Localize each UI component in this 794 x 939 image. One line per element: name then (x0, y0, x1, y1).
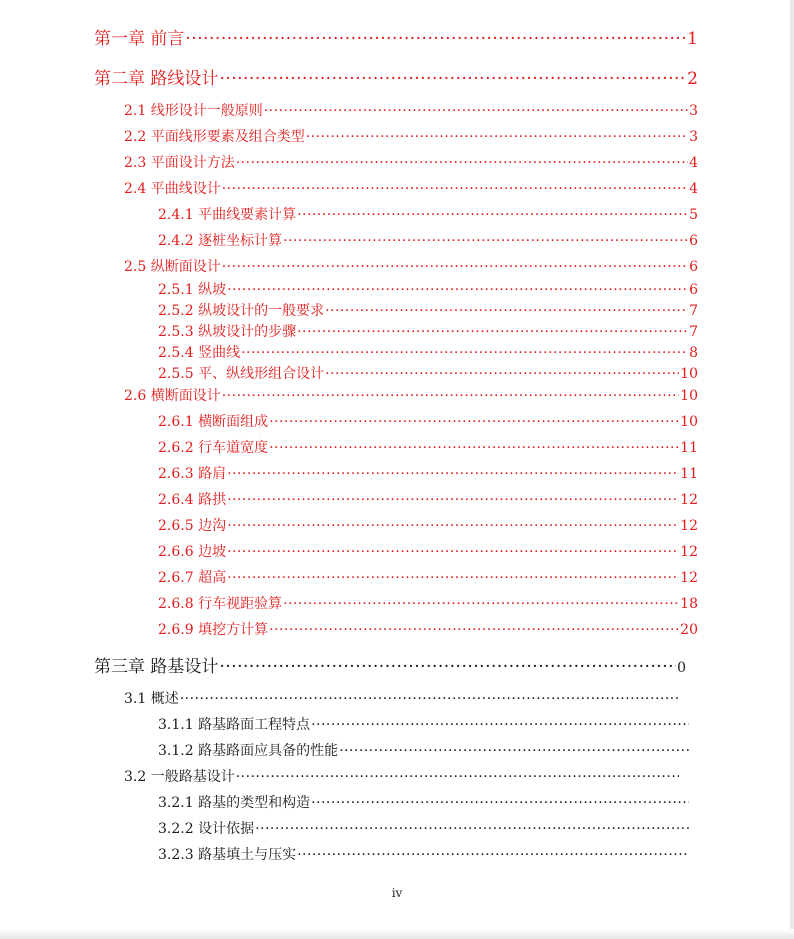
toc-entry-chapter-1[interactable] (94, 24, 698, 49)
toc-page-number: 12 (680, 570, 698, 586)
toc-entry-2-5-5[interactable] (158, 363, 698, 383)
toc-leader (236, 769, 679, 785)
toc-entry-title: 2.4.2 逐桩坐标计算 (158, 233, 283, 249)
toc-page-number: 3 (689, 103, 698, 119)
toc-page-number: 3 (689, 129, 698, 145)
toc-entry-title: 2.4.1 平曲线要素计算 (158, 207, 297, 223)
toc-entry-title: 3.2 一般路基设计 (124, 769, 235, 785)
toc-entry-chapter-2[interactable] (94, 64, 698, 89)
toc-entry-2-4-2[interactable] (158, 230, 698, 250)
toc-page-number: 12 (680, 544, 698, 560)
toc-entry-2-1[interactable] (124, 100, 698, 120)
toc-entry-title: 2.6.3 路肩 (158, 466, 227, 482)
toc-entry-3-1[interactable] (124, 688, 680, 708)
toc-entry-2-2[interactable] (124, 126, 698, 146)
toc-page-number: 20 (680, 622, 698, 638)
toc-entry-title: 3.2.1 路基的类型和构造 (158, 795, 311, 811)
toc-entry-title: 2.6 横断面设计 (124, 388, 221, 404)
toc-page-number: 2 (687, 69, 698, 89)
toc-entry-title: 3.2.3 路基填土与压实 (158, 847, 297, 863)
toc-page-number: 7 (689, 324, 698, 340)
toc-entry-title: 3.1.2 路基路面应具备的性能 (158, 743, 339, 759)
toc-entry-title: 2.5.1 纵坡 (158, 282, 227, 298)
toc-page-number: 4 (689, 155, 698, 171)
toc-leader (311, 717, 689, 733)
toc-entry-title: 3.1 概述 (124, 691, 179, 707)
toc-leader (306, 129, 688, 145)
toc-page-number: 12 (680, 518, 698, 534)
toc-entry-title: 2.4 平曲线设计 (124, 181, 221, 197)
page-bottom-shadow (0, 929, 794, 939)
toc-page-number: 7 (689, 303, 698, 319)
toc-leader (219, 657, 676, 677)
toc-page-number: 6 (689, 282, 698, 298)
toc-leader (297, 207, 688, 223)
toc-entry-title: 2.1 线形设计一般原则 (124, 103, 263, 119)
toc-leader (185, 29, 686, 49)
toc-page-number: 1 (687, 29, 698, 49)
toc-leader (283, 233, 688, 249)
toc-entry-2-6-7[interactable] (158, 567, 698, 587)
toc-page-number: 11 (680, 466, 698, 482)
page-edge-shadow (790, 0, 794, 939)
toc-leader (241, 345, 688, 361)
toc-entry-title: 2.6.1 横断面组成 (158, 414, 269, 430)
toc-entry-title: 2.5.4 竖曲线 (158, 345, 241, 361)
toc-leader (227, 570, 679, 586)
toc-entry-2-6-4[interactable] (158, 489, 698, 509)
toc-entry-2-4-1[interactable] (158, 204, 698, 224)
toc-entry-title: 2.6.9 填挖方计算 (158, 622, 269, 638)
toc-entry-3-2[interactable] (124, 766, 680, 786)
toc-entry-title: 2.6.8 行车视距验算 (158, 596, 283, 612)
toc-leader (180, 691, 679, 707)
toc-page-number: 0 (677, 660, 686, 676)
toc-entry-title: 3.1.1 路基路面工程特点 (158, 717, 311, 733)
toc-entry-2-6-5[interactable] (158, 515, 698, 535)
toc-leader (297, 324, 688, 340)
toc-leader (255, 821, 689, 837)
toc-page-number: 8 (689, 345, 698, 361)
toc-page-number: 11 (680, 440, 698, 456)
toc-page-number: 18 (680, 596, 698, 612)
toc-leader (325, 303, 688, 319)
toc-entry-2-6-2[interactable] (158, 437, 698, 457)
toc-leader (283, 596, 679, 612)
toc-leader (222, 259, 688, 275)
toc-leader (264, 103, 688, 119)
toc-page-number: 6 (689, 233, 698, 249)
toc-page-number: 4 (689, 181, 698, 197)
toc-leader (222, 388, 679, 404)
toc-entry-title: 2.6.7 超高 (158, 570, 227, 586)
toc-leader (339, 743, 689, 759)
page-number-footer: iv (391, 886, 403, 900)
toc-leader (227, 544, 679, 560)
toc-entry-3-2-1[interactable] (158, 792, 690, 812)
toc-entry-title: 2.6.4 路拱 (158, 492, 227, 508)
toc-entry-chapter-3[interactable] (94, 652, 686, 677)
toc-entry-title: 第二章 路线设计 (94, 69, 219, 89)
toc-entry-2-3[interactable] (124, 152, 698, 172)
toc-entry-title: 2.5 纵断面设计 (124, 259, 221, 275)
toc-entry-title: 第一章 前言 (94, 29, 185, 49)
toc-entry-2-6[interactable] (124, 385, 698, 405)
toc-entry-title: 2.3 平面设计方法 (124, 155, 235, 171)
toc-entry-2-4[interactable] (124, 178, 698, 198)
toc-entry-2-5[interactable] (124, 256, 698, 276)
toc-leader (269, 440, 679, 456)
toc-entry-2-6-6[interactable] (158, 541, 698, 561)
toc-entry-3-1-1[interactable] (158, 714, 690, 734)
toc-leader (227, 466, 679, 482)
toc-leader (227, 282, 688, 298)
toc-entry-2-5-4[interactable] (158, 342, 698, 362)
toc-entry-title: 3.2.2 设计依据 (158, 821, 255, 837)
toc-leader (236, 155, 688, 171)
toc-entry-2-6-9[interactable] (158, 619, 698, 639)
toc-leader (227, 492, 679, 508)
toc-entry-title: 2.5.5 平、纵线形组合设计 (158, 366, 325, 382)
toc-page-number: 10 (680, 414, 698, 430)
toc-entry-title: 2.5.3 纵坡设计的步骤 (158, 324, 297, 340)
toc-entry-2-6-3[interactable] (158, 463, 698, 483)
toc-entry-3-2-2[interactable] (158, 818, 690, 838)
toc-leader (311, 795, 689, 811)
toc-entry-3-1-2[interactable] (158, 740, 690, 760)
toc-leader (219, 69, 686, 89)
toc-page-number: 5 (689, 207, 698, 223)
toc-entry-2-5-2[interactable] (158, 300, 698, 320)
toc-entry-title: 第三章 路基设计 (94, 657, 219, 677)
toc-leader (297, 847, 689, 863)
toc-leader (227, 518, 679, 534)
toc-entry-2-5-3[interactable] (158, 321, 698, 341)
toc-leader (269, 414, 679, 430)
toc-entry-title: 2.6.5 边沟 (158, 518, 227, 534)
toc-page-number: 10 (680, 366, 698, 382)
toc-entry-3-2-3[interactable] (158, 844, 690, 864)
toc-entry-2-6-8[interactable] (158, 593, 698, 613)
toc-page-number: 6 (689, 259, 698, 275)
toc-entry-2-5-1[interactable] (158, 279, 698, 299)
toc-leader (269, 622, 679, 638)
toc-entry-title: 2.6.2 行车道宽度 (158, 440, 269, 456)
toc-entry-title: 2.2 平面线形要素及组合类型 (124, 129, 305, 145)
toc-page-number: 10 (680, 388, 698, 404)
toc-entry-title: 2.6.6 边坡 (158, 544, 227, 560)
toc-entry-2-6-1[interactable] (158, 411, 698, 431)
toc-leader (222, 181, 688, 197)
toc-leader (325, 366, 679, 382)
toc-entry-title: 2.5.2 纵坡设计的一般要求 (158, 303, 325, 319)
toc-page-number: 12 (680, 492, 698, 508)
